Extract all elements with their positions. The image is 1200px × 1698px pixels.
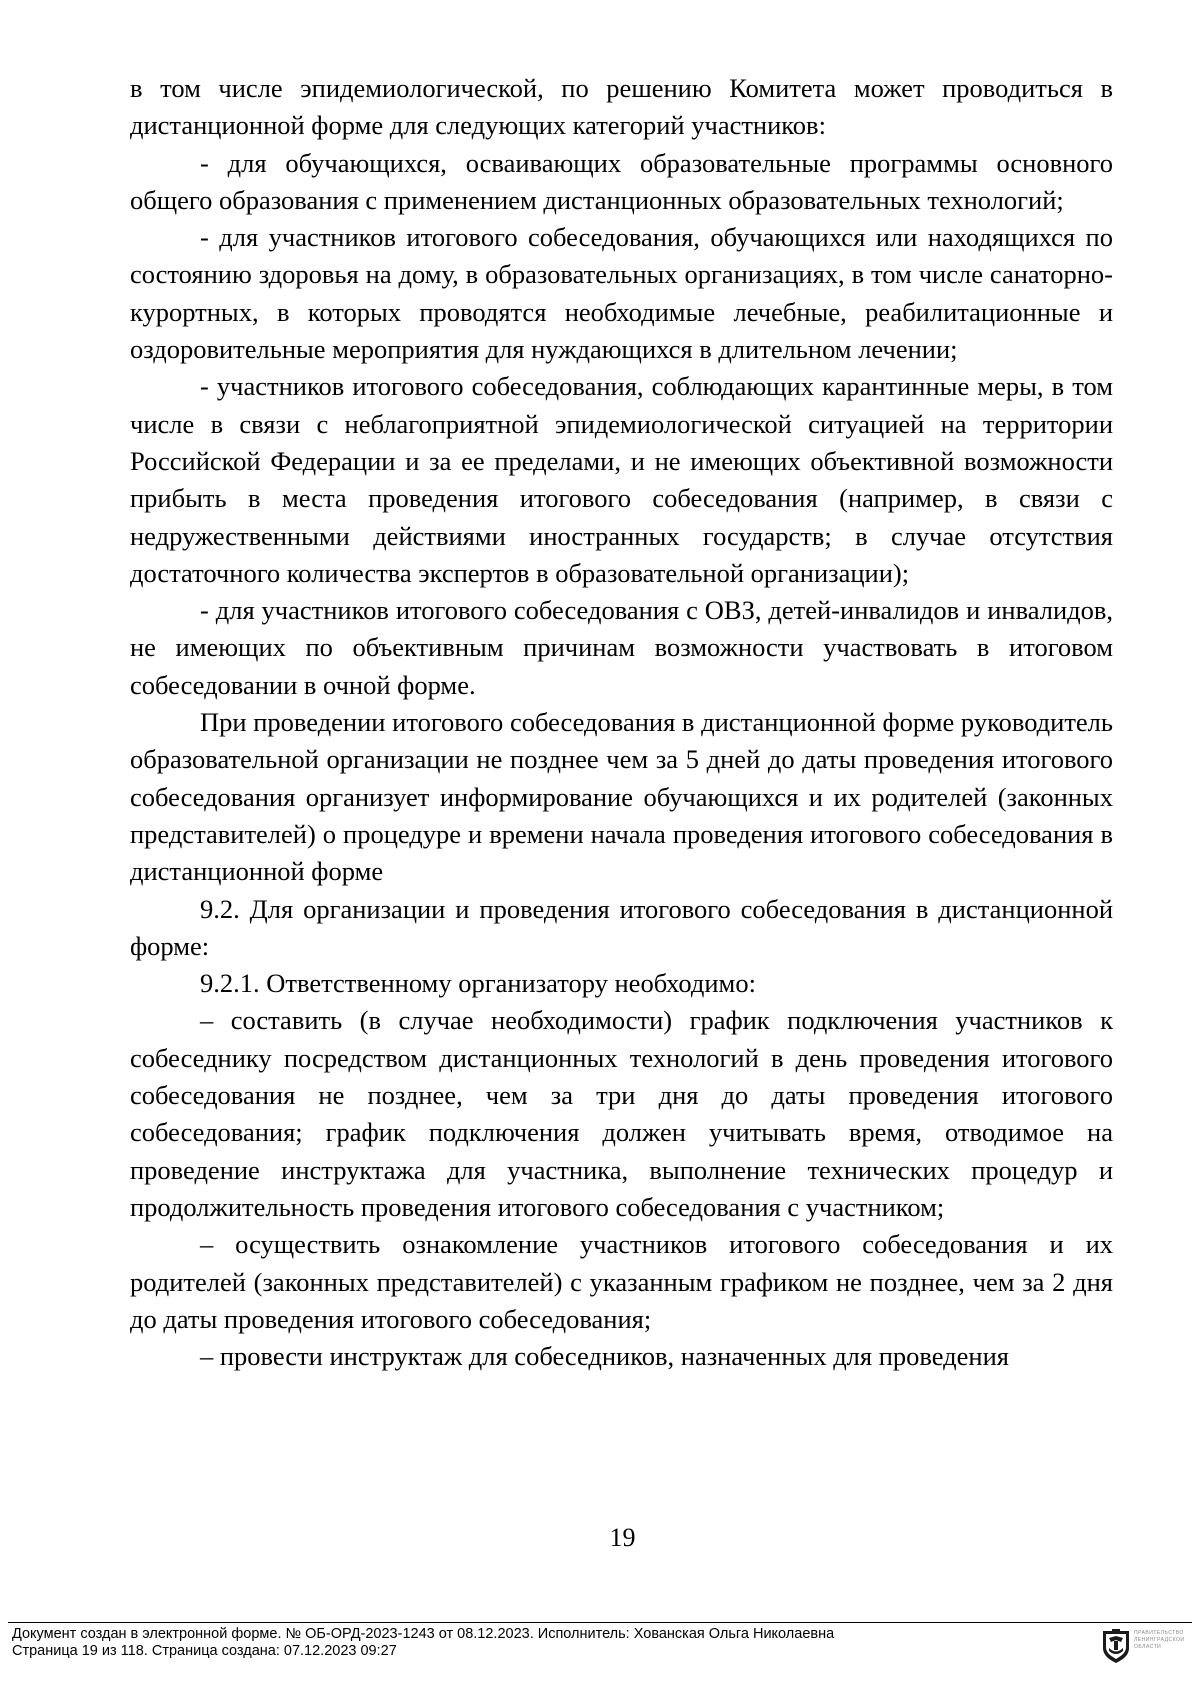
footer-document-info: Документ создан в электронной форме. № ОБ-ОРД-2023-1243 от 08.12.2023. Исполнитель: Хованская Ольга Николаевна [12,1626,835,1642]
footer-divider [8,1622,1192,1623]
seal-caption-line: ПРАВИТЕЛЬСТВО [1134,1630,1184,1636]
document-body [130,70,1113,1375]
seal-caption-line: ЛЕНИНГРАДСКОЙ [1134,1637,1185,1643]
paragraph: При проведении итогового собеседования в дистанционной форме руководитель образовательной организации не позднее чем за 5 дней до даты проведения итогового собеседования организует информирование обучающихся и их родителей (законных представителей) о процедуре и времени начала проведения итогового собеседования в дистанционной форме [130,707,1113,887]
paragraph: 9.2. Для организации и проведения итогового собеседования в дистанционной форме: [130,893,1113,961]
paragraph: - участников итогового собеседования, соблюдающих карантинные меры, в том числе в связи с неблагоприятной эпидемиологической ситуацией на территории Российской Федерации и за ее пределами, и не имеющих объективной возможности прибыть в места проведения итогового собеседования (например, в связи с недружественными действиями иностранных государств; в случае отсутствия достаточного количества экспертов в образовательной организации); [130,371,1113,588]
paragraph: в том числе эпидемиологической, по решению Комитета может проводиться в дистанционной форме для следующих категорий участников: [130,73,1113,141]
paragraph: – составить (в случае необходимости) график подключения участников к собеседнику посредством дистанционных технологий в день проведения итогового собеседования не позднее, чем за три дня до даты проведения итогового собеседования; график подключения должен учитывать время, отводимое на проведение инструктажа для участника, выполнение технических процедур и продолжительность проведения итогового собеседования с участником; [130,1005,1113,1222]
page-number: 19 [609,1523,636,1552]
footer-page-info: Страница 19 из 118. Страница создана: 07.12.2023 09:27 [12,1643,397,1659]
seal-caption-line: ОБЛАСТИ [1134,1644,1162,1650]
paragraph: - для участников итогового собеседования с ОВЗ, детей-инвалидов и инвалидов, не имеющих по объективным причинам возможности участвовать в итоговом собеседовании в очной форме. [130,595,1113,700]
paragraph: – осуществить ознакомление участников итогового собеседования и их родителей (законных представителей) с указанным графиком не позднее, чем за 2 дня до даты проведения итогового собеседования; [130,1229,1113,1334]
footer [12,1626,1092,1660]
seal-caption [1134,1630,1196,1651]
paragraph: – провести инструктаж для собеседников, назначенных для проведения [200,1341,1009,1372]
paragraph: - для участников итогового собеседования, обучающихся или находящихся по состоянию здоровья на дому, в образовательных организациях, в том числе санаторно-курортных, в которых проводятся необходимые лечебные, реабилитационные и оздоровительные мероприятия для нуждающихся в длительном лечении; [130,222,1113,365]
coat-of-arms-icon [1100,1628,1132,1664]
paragraph: - для обучающихся, осваивающих образовательные программы основного общего образования с применением дистанционных образовательных технологий; [130,147,1113,215]
paragraph: 9.2.1. Ответственному организатору необходимо: [200,968,756,999]
